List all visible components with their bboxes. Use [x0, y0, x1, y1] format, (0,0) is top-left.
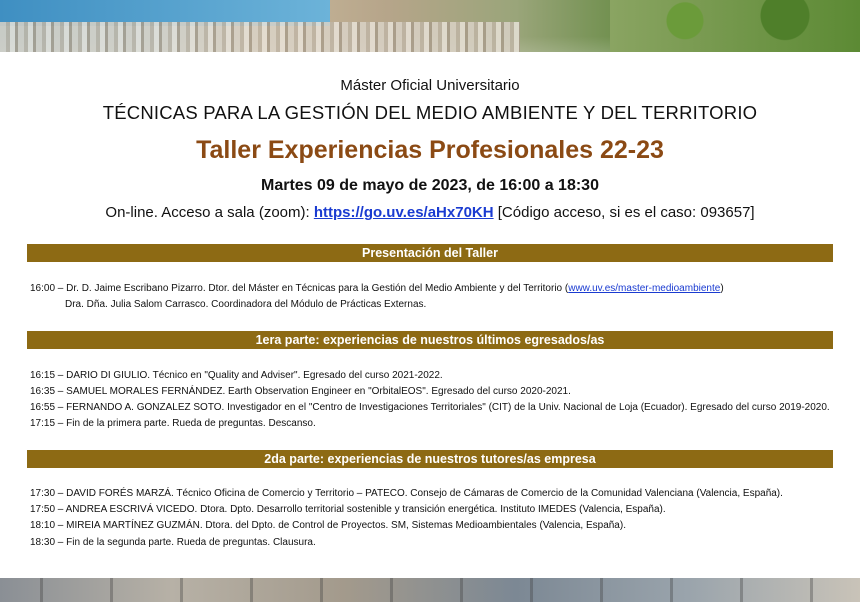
agenda-item: 17:15 – Fin de la primera parte. Rueda de preguntas. Descanso.: [30, 418, 316, 429]
banner-trees: [610, 0, 860, 52]
banner-city: [0, 22, 520, 52]
agenda-item: 17:30 – DAVID FORÉS MARZÁ. Técnico Oficina de Comercio y Territorio – PATECO. Consejo de Cámaras de Comercio de la Comunidad Valenciana (Valencia, España).: [30, 488, 783, 499]
agenda-item: 18:10 – MIREIA MARTÍNEZ GUZMÁN. Dtora. del Dpto. de Control de Proyectos. SM, Sistemas Medioambientales (Valencia, España).: [30, 520, 626, 531]
access-line: [0, 204, 860, 221]
access-suffix: [Código acceso, si es el caso: 093657]: [493, 204, 755, 221]
agenda-text: 16:00 – Dr. D. Jaime Escribano Pizarro. Dtor. del Máster en Técnicas para la Gestión del Medio Ambiente y del Territorio (: [30, 283, 569, 294]
header-banner-image: [0, 0, 860, 52]
footer-banner-image: [0, 578, 860, 602]
section-header-part-2: 2da parte: experiencias de nuestros tutores/as empresa: [27, 450, 833, 468]
agenda-item: Dra. Dña. Julia Salom Carrasco. Coordinadora del Módulo de Prácticas Externas.: [65, 299, 427, 310]
event-title: Taller Experiencias Profesionales 22-23: [196, 136, 664, 164]
agenda-item: [30, 283, 724, 294]
access-prefix: On-line. Acceso a sala (zoom):: [105, 204, 314, 221]
program-name: TÉCNICAS PARA LA GESTIÓN DEL MEDIO AMBIENTE Y DEL TERRITORIO: [102, 102, 758, 123]
section-header-part-1: 1era parte: experiencias de nuestros últimos egresados/as: [27, 331, 833, 349]
agenda-item: 16:15 – DARIO DI GIULIO. Técnico en "Quality and Adviser". Egresado del curso 2021-2022.: [30, 370, 443, 381]
agenda-item: 16:55 – FERNANDO A. GONZALEZ SOTO. Investigador en el "Centro de Investigaciones Territoriales" (CIT) de la Univ. Nacional de Loja (Ecuador). Egresado del curso 2019-2020.: [30, 402, 830, 413]
program-type: Máster Oficial Universitario: [340, 77, 520, 94]
agenda-text-after: ): [720, 283, 724, 294]
event-datetime: Martes 09 de mayo de 2023, de 16:00 a 18:30: [261, 177, 599, 194]
agenda-item: 17:50 – ANDREA ESCRIVÁ VICEDO. Dtora. Dpto. Desarrollo territorial sostenible y transición energética. Instituto IMEDES (Valencia, España).: [30, 504, 666, 515]
zoom-link[interactable]: https://go.uv.es/aHx70KH: [313, 204, 494, 221]
agenda-item: 18:30 – Fin de la segunda parte. Rueda de preguntas. Clausura.: [30, 537, 316, 548]
master-website-link[interactable]: www.uv.es/master-medioambiente: [568, 283, 721, 294]
agenda-item: 16:35 – SAMUEL MORALES FERNÁNDEZ. Earth Observation Engineer en "OrbitalEOS". Egresado del curso 2020-2021.: [30, 386, 571, 397]
section-header-presentation: Presentación del Taller: [27, 244, 833, 262]
banner-port-cranes: [0, 578, 860, 602]
